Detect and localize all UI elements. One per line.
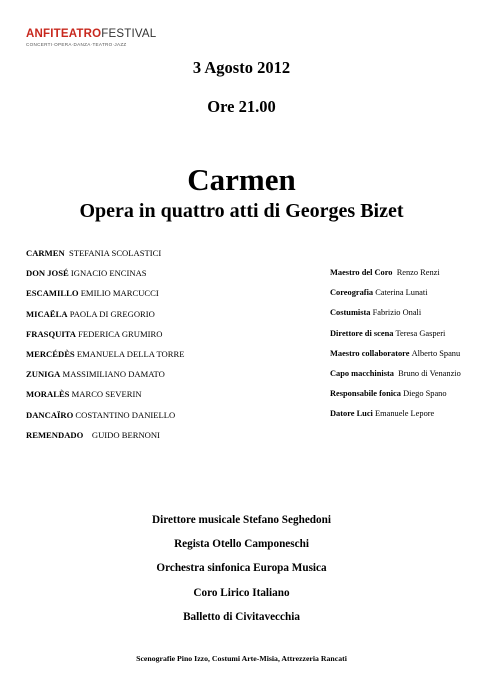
crew-role: Responsabile fonica bbox=[330, 389, 401, 399]
crew-list bbox=[330, 268, 461, 430]
crew-person: Renzo Renzi bbox=[396, 268, 440, 277]
crew-row bbox=[330, 349, 461, 369]
crew-role: Maestro collaboratore bbox=[330, 348, 410, 358]
crew-role: Direttore di scena bbox=[330, 328, 394, 338]
cast-singer: COSTANTINO DANIELLO bbox=[75, 409, 176, 420]
cast-role: CARMEN bbox=[26, 248, 65, 258]
crew-row bbox=[330, 389, 461, 409]
crew-role: Datore Luci bbox=[330, 409, 373, 419]
logo-wordmark bbox=[26, 28, 156, 41]
cast-singer: GUIDO BERNONI bbox=[91, 429, 160, 440]
crew-row bbox=[330, 409, 461, 429]
crew-person: Diego Spano bbox=[403, 389, 447, 399]
cast-row bbox=[26, 268, 184, 288]
crew-row bbox=[330, 288, 461, 308]
cast-row bbox=[26, 410, 184, 430]
logo-tagline: CONCERTI·OPERA·DANZA·TEATRO·JAZZ bbox=[26, 42, 127, 47]
cast-singer: EMANUELA DELLA TORRE bbox=[76, 348, 185, 359]
credit-ballet: Balletto di Civitavecchia bbox=[183, 610, 300, 623]
cast-row bbox=[26, 389, 184, 409]
cast-role: MORALÈS bbox=[26, 389, 70, 400]
crew-row bbox=[330, 369, 461, 389]
cast-row bbox=[26, 369, 184, 389]
logo-word-anfiteatro: ANFITEATRO bbox=[26, 28, 102, 40]
cast-list bbox=[26, 248, 184, 450]
cast-singer: IGNACIO ENCINAS bbox=[70, 268, 147, 279]
cast-singer: PAOLA DI GREGORIO bbox=[69, 308, 155, 319]
cast-role: ZUNIGA bbox=[26, 369, 61, 380]
crew-row bbox=[330, 329, 461, 349]
cast-role: REMENDADO bbox=[26, 429, 84, 440]
cast-role: DON JOSÉ bbox=[26, 268, 69, 279]
crew-role: Capo macchinista bbox=[330, 368, 394, 378]
credit-orchestra: Orchestra sinfonica Europa Musica bbox=[156, 562, 327, 575]
opera-subtitle: Opera in quattro atti di Georges Bizet bbox=[79, 200, 404, 222]
cast-row bbox=[26, 288, 184, 308]
cast-role: MICAËLA bbox=[26, 308, 68, 319]
cast-row bbox=[26, 430, 184, 450]
crew-role: Coreografia bbox=[330, 288, 374, 298]
crew-role: Maestro del Coro bbox=[330, 268, 393, 277]
cast-role: FRASQUITA bbox=[26, 328, 76, 339]
credit-choir: Coro Lirico Italiano bbox=[193, 586, 290, 599]
crew-person: Caterina Lunati bbox=[375, 288, 428, 298]
logo-word-festival: FESTIVAL bbox=[101, 28, 157, 40]
footer-credits: Scenografie Pino Izzo, Costumi Arte-Misia, Attrezzeria Rancati bbox=[136, 654, 347, 663]
crew-row bbox=[330, 268, 461, 288]
event-time: Ore 21.00 bbox=[207, 97, 276, 116]
cast-row bbox=[26, 329, 184, 349]
crew-row bbox=[330, 308, 461, 328]
cast-singer: MASSIMILIANO DAMATO bbox=[62, 369, 165, 380]
cast-singer: FEDERICA GRUMIRO bbox=[78, 328, 163, 339]
production-credits bbox=[0, 514, 483, 635]
cast-row bbox=[26, 248, 184, 268]
festival-logo bbox=[26, 28, 156, 47]
cast-role: ESCAMILLO bbox=[26, 288, 79, 299]
cast-role: MERCÉDÈS bbox=[26, 348, 75, 359]
cast-role: DANCAÏRO bbox=[26, 409, 74, 420]
crew-person: Alberto Spanu bbox=[411, 348, 461, 358]
cast-singer: STEFANIA SCOLASTICI bbox=[68, 248, 162, 258]
credit-conductor: Direttore musicale Stefano Seghedoni bbox=[152, 514, 331, 526]
crew-person: Fabrizio Onali bbox=[372, 308, 422, 318]
opera-title: Carmen bbox=[187, 162, 296, 197]
credit-director: Regista Otello Camponeschi bbox=[174, 538, 309, 551]
cast-singer: MARCO SEVERIN bbox=[71, 389, 142, 400]
cast-row bbox=[26, 309, 184, 329]
event-date: 3 Agosto 2012 bbox=[192, 58, 291, 77]
crew-person: Emanuele Lepore bbox=[374, 409, 435, 419]
crew-person: Teresa Gasperi bbox=[395, 328, 446, 338]
cast-row bbox=[26, 349, 184, 369]
crew-person: Bruno di Venanzio bbox=[398, 368, 461, 378]
cast-singer: EMILIO MARCUCCI bbox=[80, 288, 159, 299]
crew-role: Costumista bbox=[330, 308, 371, 318]
